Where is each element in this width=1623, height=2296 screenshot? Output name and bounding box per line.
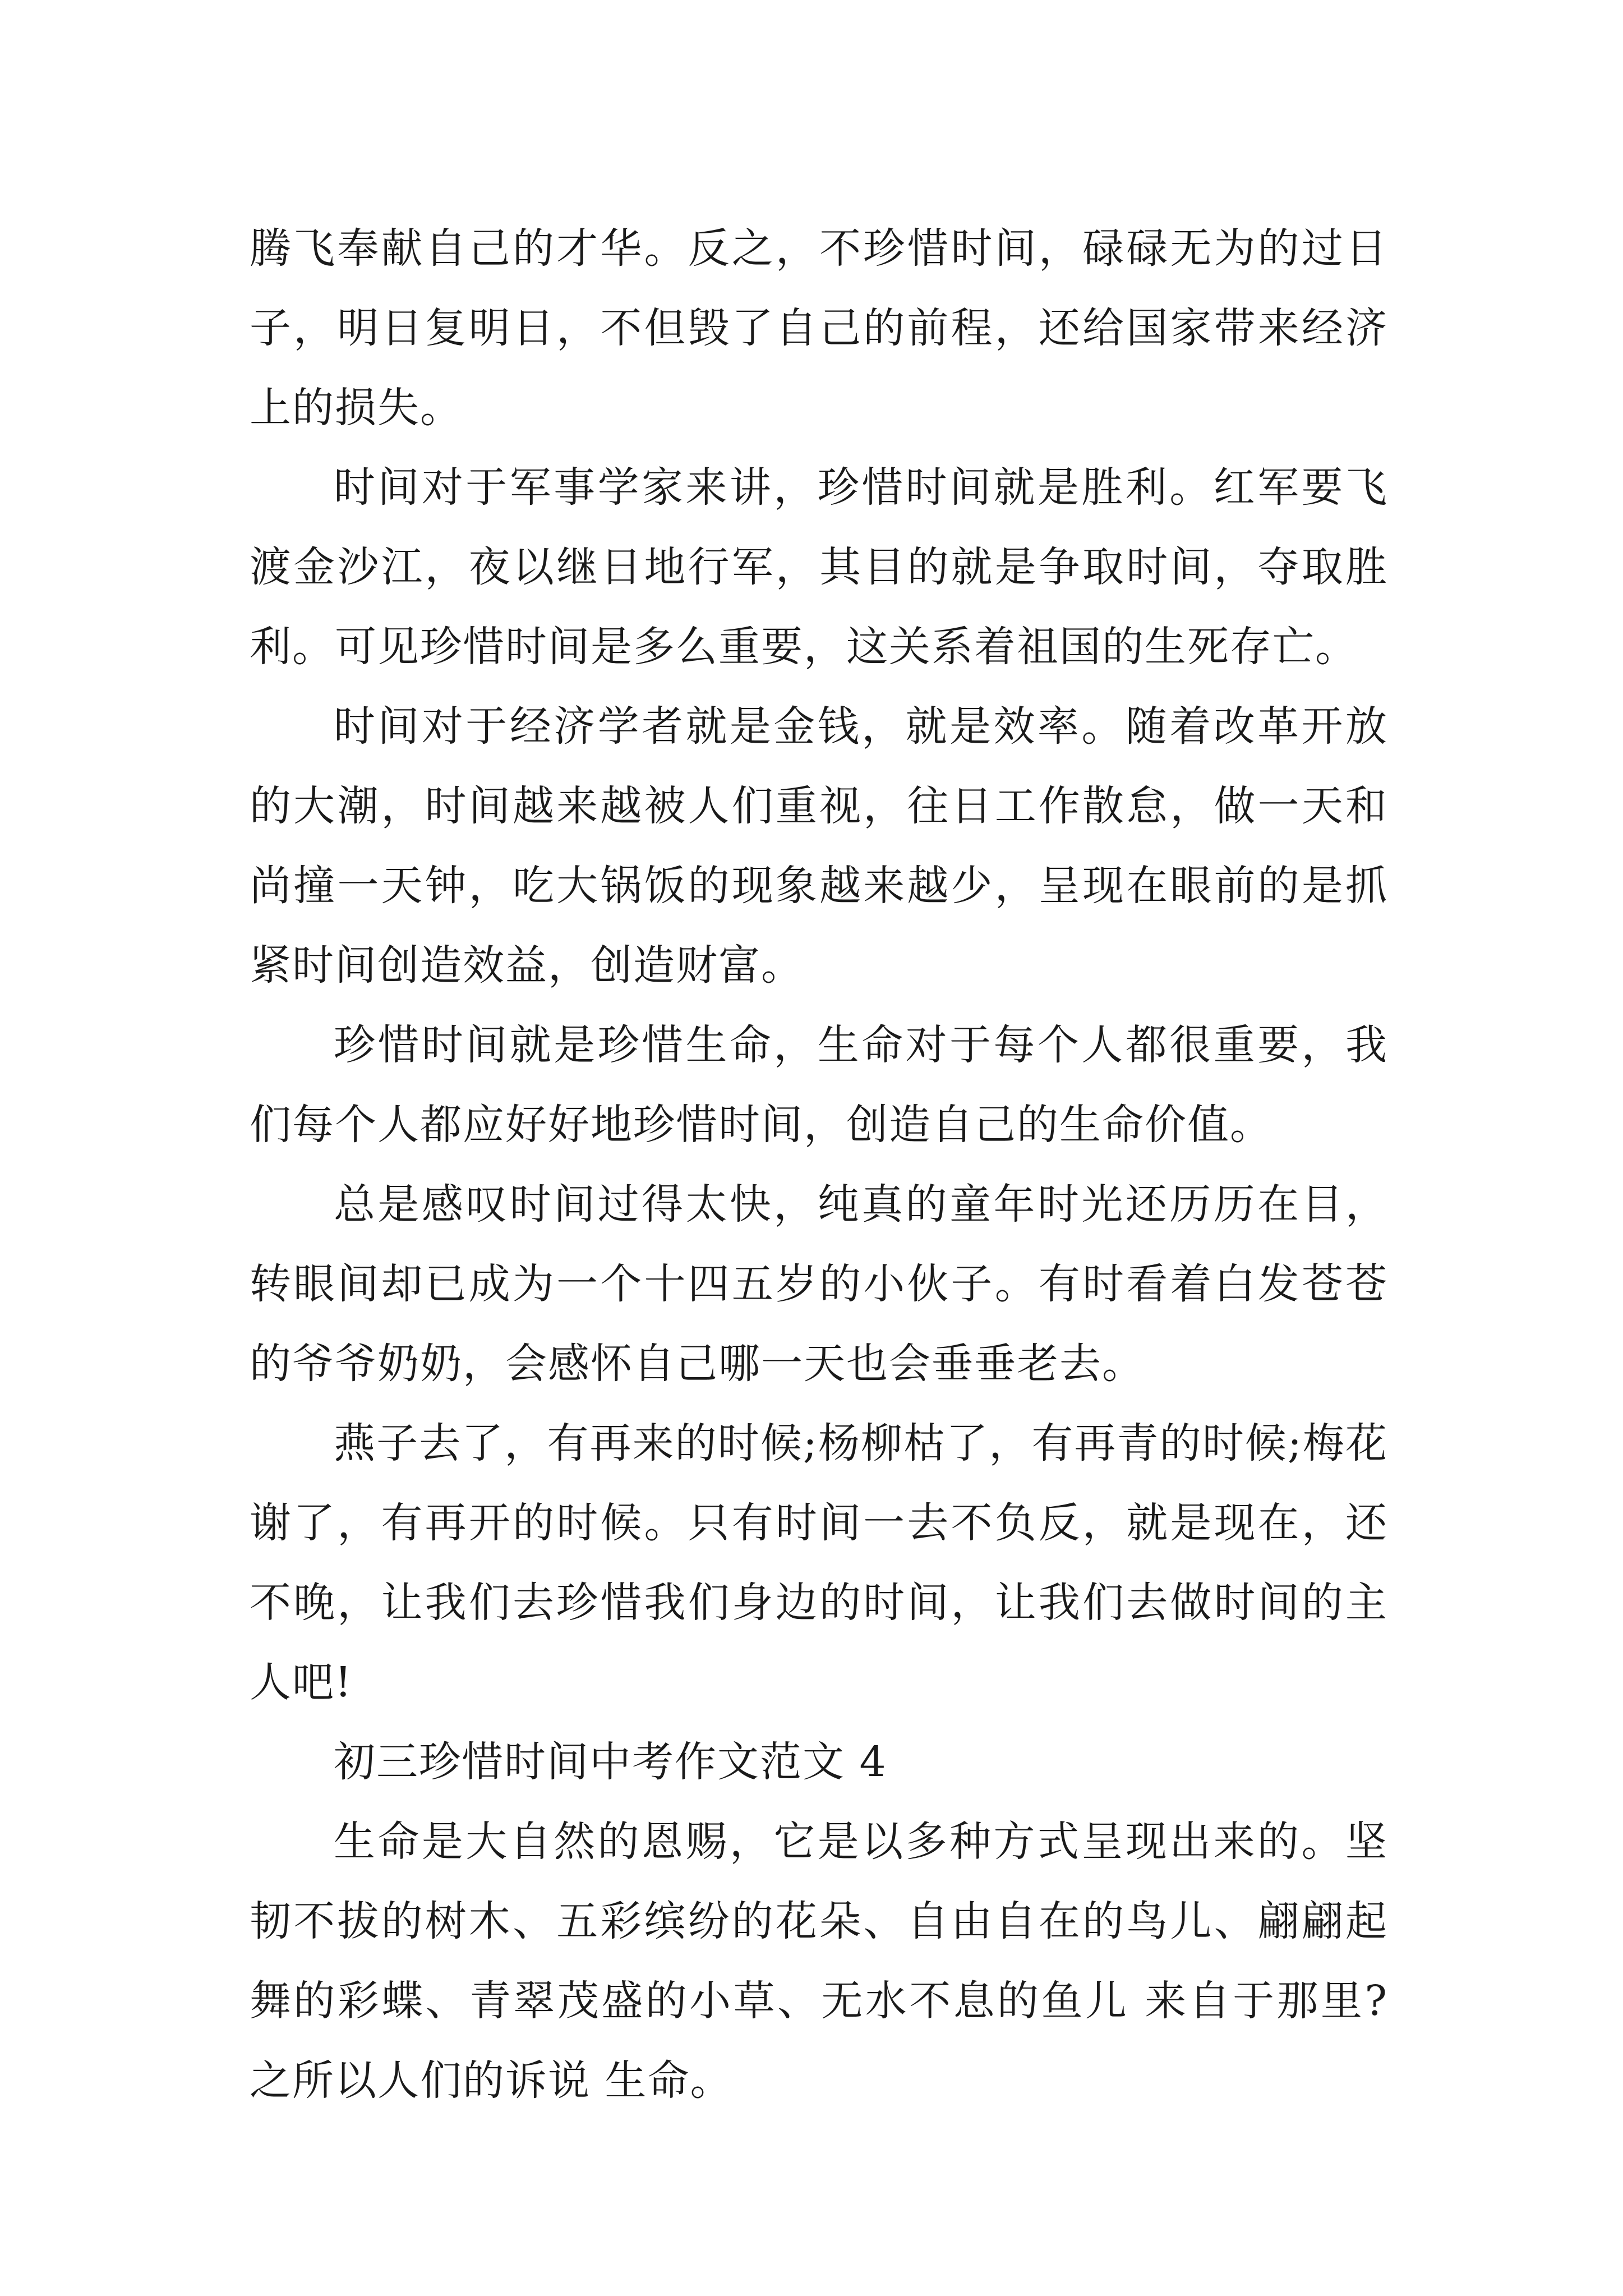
paragraph-3: 时间对于经济学者就是金钱，就是效率。随着改革开放的大潮，时间越来越被人们重视，往日工作散怠，做一天和尚撞一天钟，吃大锅饭的现象越来越少，呈现在眼前的是抓紧时间创造效益，创造财富。 [250,702,1388,990]
section-paragraph: 生命是大自然的恩赐，它是以多种方式呈现出来的。坚韧不拔的树木、五彩缤纷的花朵、自由自在的鸟儿、翩翩起舞的彩蝶、青翠茂盛的小草、无水不息的鱼儿 来自于那里?之所以人们的诉说 生命。 [250,1818,1388,2105]
paragraph-1: 腾飞奉献自己的才华。反之，不珍惜时间，碌碌无为的过日子，明日复明日，不但毁了自己的前程，还给国家带来经济上的损失。 [250,224,1388,432]
paragraph-6: 燕子去了，有再来的时候;杨柳枯了，有再青的时候;梅花谢了，有再开的时候。只有时间一去不负反，就是现在，还不晚，让我们去珍惜我们身边的时间，让我们去做时间的主人吧! [250,1419,1388,1706]
paragraph-4: 珍惜时间就是珍惜生命，生命对于每个人都很重要，我们每个人都应好好地珍惜时间，创造自己的生命价值。 [250,1021,1388,1149]
section-heading: 初三珍惜时间中考作文范文 4 [334,1738,887,1786]
document-body [250,209,1388,2120]
paragraph-2: 时间对于军事学家来讲，珍惜时间就是胜利。红军要飞渡金沙江，夜以继日地行军，其目的就是争取时间，夺取胜利。可见珍惜时间是多么重要，这关系着祖国的生死存亡。 [250,463,1388,671]
paragraph-5: 总是感叹时间过得太快，纯真的童年时光还历历在目，转眼间却已成为一个十四五岁的小伙子。有时看着白发苍苍的爷爷奶奶，会感怀自己哪一天也会垂垂老去。 [250,1180,1388,1388]
